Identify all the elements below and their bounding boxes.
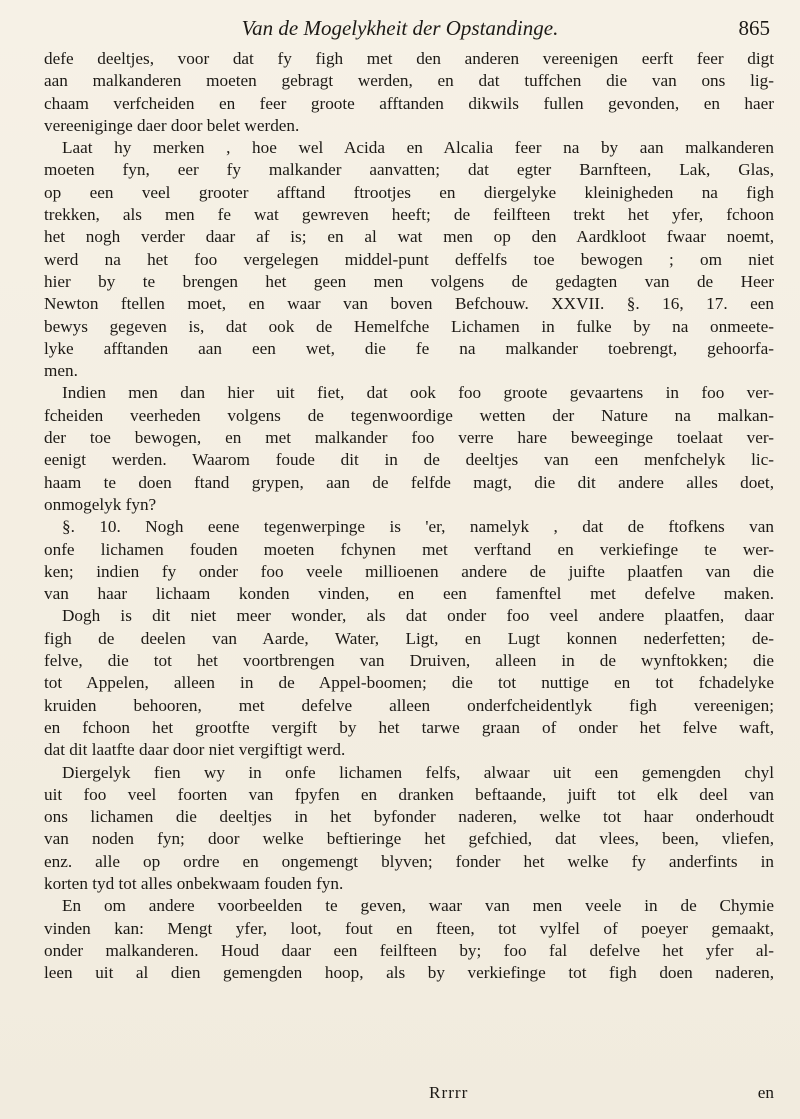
text-line: figh de deelen van Aarde, Water, Ligt, en Lugt konnen nederfetten; de- — [44, 628, 774, 648]
text-line: eenigt werden. Waarom foude dit in de deeltjes van een menfchelyk lic- — [44, 450, 774, 470]
text-line: En om andere voorbeelden te geven, waar van men veele in de Chymie — [62, 896, 774, 916]
catchword: en — [757, 1083, 774, 1102]
text-line: Diergelyk fien wy in onfe lichamen felfs, alwaar uit een gemengden chyl — [62, 762, 774, 782]
text-line: onder malkanderen. Houd daar een feilfteen by; foo fal defelve het yfer al- — [44, 940, 774, 960]
text-line: §. 10. Nogh eene tegenwerpinge is 'er, namelyk , dat de ftofkens van — [62, 517, 774, 537]
text-line: onfe lichamen fouden moeten fchynen met verftand en verkiefinge te wer- — [44, 539, 774, 559]
text-line: Newton ftellen moet, en waar van boven Befchouw. XXVII. §. 16, 17. een — [44, 294, 774, 314]
text-line: van noden fyn; door welke beftieringe het gefchied, dat vlees, been, vliefen, — [44, 829, 774, 849]
text-line: fcheiden veerheden volgens de tegenwoordige wetten der Nature na malkan- — [44, 405, 774, 425]
page-number: 865 — [738, 16, 770, 40]
running-title: Van de Mogelykheit der Opstandinge. — [241, 16, 559, 40]
text-line: Dogh is dit niet meer wonder, als dat onder foo veel andere plaatfen, daar — [62, 606, 774, 626]
text-line: haam te doen ftand grypen, aan de felfde magt, die dit andere alles doet, — [44, 472, 774, 492]
text-line: tot Appelen, alleen in de Appel-boomen; die tot nuttige en tot fchadelyke — [44, 673, 774, 693]
text-line: op een veel grooter afftand ftrootjes en diergelyke kleinigheden na figh — [44, 182, 774, 202]
signature-mark: Rrrrr — [429, 1083, 469, 1102]
text-line: felve, die tot het voortbrengen van Druiven, alleen in de wynftokken; die — [44, 651, 774, 671]
text-line: trekken, als men fe wat gewreven heeft; de feilfteen trekt het yfer, fchoon — [44, 205, 774, 225]
text-line: werd na het foo vergelegen middel-punt deffelfs toe bewogen ; om niet — [44, 249, 774, 269]
text-line: aan malkanderen moeten gebragt werden, en dat tuffchen die van ons lig- — [44, 71, 774, 91]
text-line: enz. alle op ordre en ongemengt blyven; fonder het welke fy anderfints in — [44, 851, 774, 871]
text-line: lyke afftanden aan een wet, die fe na malkander toebrengt, gehoorfa- — [44, 338, 774, 358]
text-line: Laat hy merken , hoe wel Acida en Alcalia feer na by aan malkanderen — [62, 138, 774, 158]
text-line: dat dit laatfte daar door niet vergiftigt werd. — [44, 740, 346, 760]
text-line: korten tyd tot alles onbekwaam fouden fyn. — [44, 873, 344, 893]
text-line: het nogh verder daar af is; en al wat men op den Aardkloot fwaar noemt, — [44, 227, 774, 247]
text-line: kruiden behooren, met defelve alleen onderfcheidentlyk figh vereenigen; — [44, 695, 774, 715]
text-line: vereeniginge daer door belet werden. — [44, 115, 300, 135]
text-line: onmogelyk fyn? — [44, 494, 157, 514]
text-line: defe deeltjes, voor dat fy figh met den anderen vereenigen eerft feer digt — [44, 49, 774, 68]
text-line: hier by te brengen het geen men volgens de gedagten van de Heer — [44, 271, 774, 291]
text-line: bewys gegeven is, dat ook de Hemelfche Lichamen in fulke by na onmeete- — [44, 316, 774, 336]
text-line: leen uit al dien gemengden hoop, als by verkiefinge tot figh doen naderen, — [44, 963, 774, 983]
page-footer — [44, 1083, 774, 1107]
text-line: ken; indien fy onder foo veele millioenen andere de juifte plaatfen van die — [44, 561, 774, 581]
text-line: chaam verfcheiden en feer groote afftanden dikwils fullen gevonden, en haer — [44, 93, 774, 113]
text-line: Indien men dan hier uit fiet, dat ook foo groote gevaartens in foo ver- — [62, 383, 774, 403]
text-line: moeten fyn, eer fy malkander aanvatten; dat egter Barnfteen, Lak, Glas, — [44, 160, 774, 180]
text-line: en fchoon het grootfte vergift by het tarwe graan of onder het felve waft, — [44, 717, 774, 737]
text-line: vinden kan: Mengt yfer, loot, fout en fteen, tot vylfel of poeyer gemaakt, — [44, 918, 774, 938]
page-header — [0, 14, 800, 44]
text-line: men. — [44, 361, 78, 381]
text-line: der toe bewogen, en met malkander foo verre hare beweeginge toelaat ver- — [44, 428, 774, 448]
text-line: van haar lichaam konden vinden, en een famenftel met defelve maken. — [44, 584, 774, 604]
body-text — [44, 48, 774, 984]
text-line: ons lichamen die deeltjes in het byfonder naderen, welke tot haar onderhoudt — [44, 807, 774, 827]
text-line: uit foo veel foorten van fpyfen en dranken beftaande, juift tot elk deel van — [44, 784, 774, 804]
